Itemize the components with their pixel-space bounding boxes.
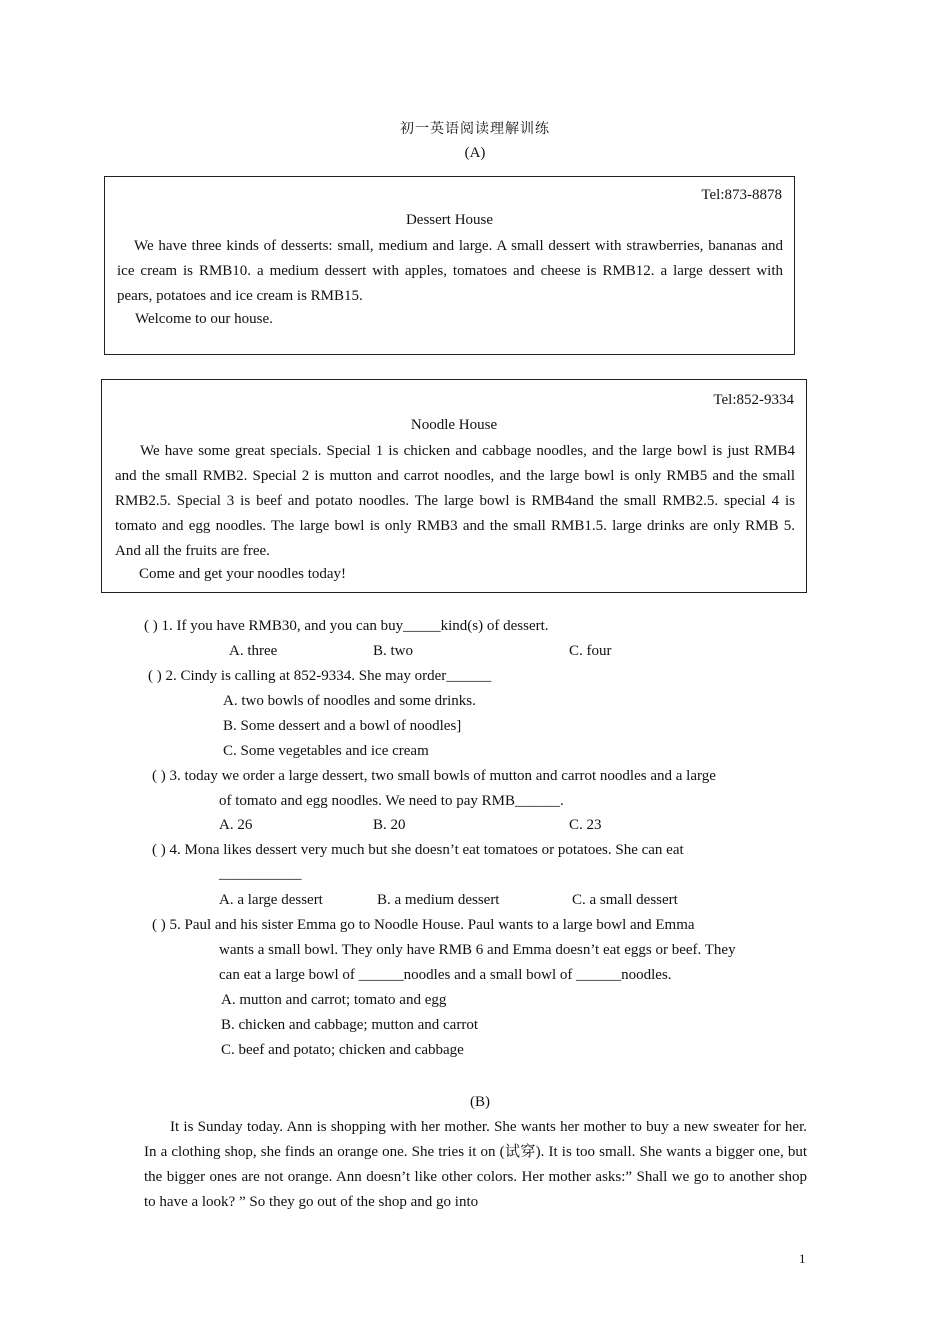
question-3-cont: of tomato and egg noodles. We need to pay RMB______. — [219, 793, 564, 809]
noodle-title: Noodle House — [410, 417, 498, 433]
question-5-cont-2: can eat a large bowl of ______noodles and a small bowl of ______noodles. — [219, 967, 672, 983]
q4-answer-blank: ___________ — [219, 866, 302, 882]
q2-option-a: A. two bowls of noodles and some drinks. — [223, 693, 476, 709]
dessert-title: Dessert House — [405, 212, 494, 228]
question-4: ( ) 4. Mona likes dessert very much but she doesn’t eat tomatoes or potatoes. She can eat — [152, 842, 684, 858]
section-b-label: (B) — [470, 1094, 490, 1110]
q1-option-c: C. four — [569, 643, 612, 659]
q3-option-b: B. 20 — [373, 817, 406, 833]
page-title: 初一英语阅读理解训练 — [400, 121, 550, 137]
question-1: ( ) 1. If you have RMB30, and you can buy_____kind(s) of dessert. — [144, 618, 549, 634]
dessert-house-box — [104, 176, 795, 355]
q4-option-c: C. a small dessert — [572, 892, 678, 908]
dessert-tel: Tel:873-8878 — [701, 187, 782, 203]
q5-option-c: C. beef and potato; chicken and cabbage — [221, 1042, 464, 1058]
noodle-tel: Tel:852-9334 — [713, 392, 794, 408]
noodle-body: We have some great specials. Special 1 is chicken and cabbage noodles, and the large bowl is just RMB4 and the small RMB2. Special 2 is mutton and carrot noodles, and the large bowl is only RMB5 and the small RMB2.5. Special 3 is beef and potato noodles. The large bowl is RMB4and the small RMB2.5. special 4 is tomato and egg noodles. The large bowl is only RMB3 and the small RMB1.5. large drinks are only RMB 5. And all the fruits are free. — [115, 443, 795, 559]
dessert-body: We have three kinds of desserts: small, medium and large. A small dessert with strawberries, bananas and ice cream is RMB10. a medium dessert with apples, tomatoes and cheese is RMB12. a large dessert with pears, potatoes and ice cream is RMB15. — [117, 238, 783, 304]
question-3: ( ) 3. today we order a large dessert, two small bowls of mutton and carrot noodles and a large — [152, 768, 716, 784]
question-5-cont: wants a small bowl. They only have RMB 6 and Emma doesn’t eat eggs or beef. They — [219, 942, 736, 958]
noodle-closing: Come and get your noodles today! — [139, 566, 347, 582]
noodle-house-box — [101, 379, 807, 593]
q4-option-a: A. a large dessert — [219, 892, 323, 908]
section-a-label: (A) — [464, 145, 486, 161]
dessert-welcome: Welcome to our house. — [135, 311, 273, 327]
q1-option-a: A. three — [229, 643, 278, 659]
q3-option-a: A. 26 — [219, 817, 253, 833]
q1-option-b: B. two — [373, 643, 414, 659]
page-number: 1 — [799, 1251, 806, 1266]
q2-option-b: B. Some dessert and a bowl of noodles] — [223, 718, 462, 734]
q2-option-c: C. Some vegetables and ice cream — [223, 743, 429, 759]
q4-option-b: B. a medium dessert — [377, 892, 500, 908]
q3-option-c: C. 23 — [569, 817, 602, 833]
question-2: ( ) 2. Cindy is calling at 852-9334. She may order______ — [148, 668, 492, 684]
passage-b: It is Sunday today. Ann is shopping with her mother. She wants her mother to buy a new sweater for her. In a clothing shop, she finds an orange one. She tries it on (试穿). It is too small. She wants a bigger one, but the bigger ones are not orange. Ann doesn’t like other colors. Her mother asks:” Shall we go to another shop to have a look? ” So they go out of the shop and go into — [144, 1119, 807, 1210]
q5-option-b: B. chicken and cabbage; mutton and carrot — [221, 1017, 478, 1033]
question-5: ( ) 5. Paul and his sister Emma go to Noodle House. Paul wants to a large bowl and Emma — [152, 917, 695, 933]
q5-option-a: A. mutton and carrot; tomato and egg — [221, 992, 447, 1008]
